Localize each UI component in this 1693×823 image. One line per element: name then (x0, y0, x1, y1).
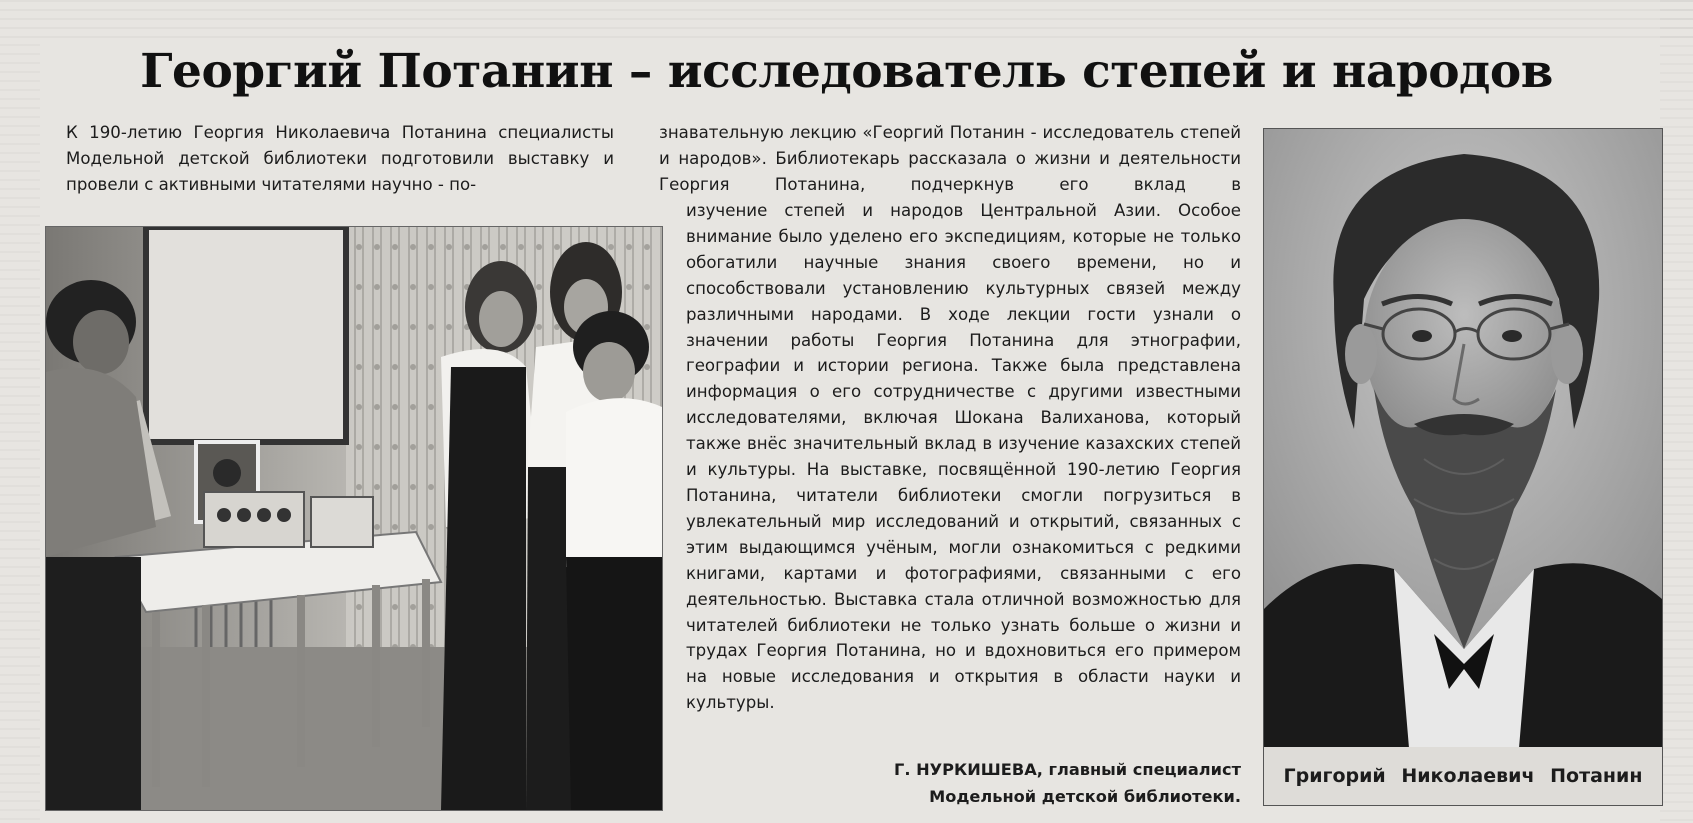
article-column-2-body (686, 198, 1241, 716)
paragraph-body: изучение степей и народов Центральной Азии. Особое внимание было уделено его экспедициям, которые не только обогатили научные знания своего времени, но и способствовали установлению культурных связей между различными народами. В ходе лекции гости узнали о значении работы Георгия Потанина для этнографии, географии и истории региона. Также была представлена информация о его сотрудничестве с другими известными исследователями, включая Шокана Валиханова, который также внёс значительный вклад в изучение казахских степей и культуры. На выставке, посвящённой 190-летию Георгия Потанина, читатели библиотеки смогли погрузиться в увлекательный мир исследований и открытий, связанных с этим выдающимся учёным, могли ознакомиться с редкими книгами, картами и фотографиями, связанными с его деятельностью. Выставка стала отличной возможностью для читателей библиотеки не только узнать больше о жизни и трудах Георгия Потанина, но и вдохновиться его примером на новые исследования и открытия в области науки и культуры. (686, 201, 1241, 713)
article-column-1 (66, 120, 614, 198)
paragraph-intro: К 190-летию Георгия Николаевича Потанина специалисты Модельной детской библиотеки подготовили выставку и провели с активными читателями научно - по- (66, 123, 614, 194)
author-affiliation: Модельной детской библиотеки. (929, 787, 1241, 806)
event-photo-illustration (46, 227, 662, 810)
portrait-caption: Григорий Николаевич Потанин (1263, 747, 1663, 806)
article-title: Георгий Потанин – исследователь степей и народов (140, 44, 1553, 99)
show-through-texture (1660, 0, 1693, 823)
author-signature (760, 756, 1241, 810)
article-column-2-top (659, 120, 1241, 198)
event-photo (45, 226, 663, 811)
potanin-portrait (1263, 128, 1663, 749)
paragraph-lecture: знавательную лекцию «Георгий Потанин - исследователь степей и народов». Библиотекарь рассказала о жизни и деятельности Георгия Потанина, подчеркнув его вклад в (659, 123, 1241, 194)
portrait-illustration (1264, 129, 1662, 748)
show-through-texture (0, 0, 1693, 44)
show-through-texture (0, 44, 40, 823)
author-name: Г. НУРКИШЕВА, главный специалист (894, 760, 1241, 779)
